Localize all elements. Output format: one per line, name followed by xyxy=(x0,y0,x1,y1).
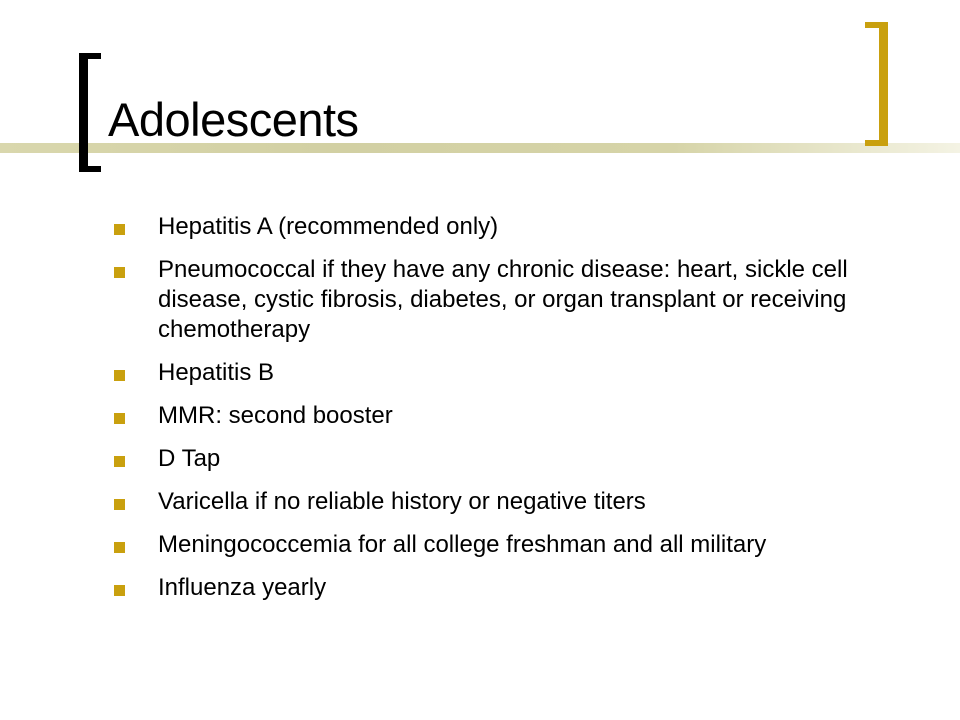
bullet-text: Hepatitis B xyxy=(158,359,275,386)
bullet-item xyxy=(110,401,870,431)
left-bracket-bar xyxy=(79,53,88,172)
bullet-item xyxy=(110,530,870,560)
left-bracket-top xyxy=(79,53,101,59)
bullet-square-icon xyxy=(114,224,125,235)
left-bracket-bottom xyxy=(79,166,101,172)
bullet-square-icon xyxy=(114,370,125,381)
bullet-square-icon xyxy=(114,413,125,424)
right-bracket-top xyxy=(865,22,888,28)
bullet-item xyxy=(110,573,870,603)
bullet-square-icon xyxy=(114,499,125,510)
bullet-item xyxy=(110,444,870,474)
bullet-square-icon xyxy=(114,267,125,278)
bullet-square-icon xyxy=(114,456,125,467)
bullet-text: Pneumococcal if they have any chronic disease: heart, sickle cell disease, cystic fibrosis, diabetes, or organ transplant or receiving chemotherapy xyxy=(158,256,848,343)
bullet-square-icon xyxy=(114,542,125,553)
bullet-item xyxy=(110,358,870,388)
right-bracket-bottom xyxy=(865,140,888,146)
bullet-item xyxy=(110,487,870,517)
bullet-text: MMR: second booster xyxy=(158,402,393,429)
bullet-item xyxy=(110,255,870,345)
bullet-item xyxy=(110,212,870,242)
bullet-text: Varicella if no reliable history or negative titers xyxy=(158,488,646,515)
slide-title: Adolescents xyxy=(108,93,359,146)
bullet-square-icon xyxy=(114,585,125,596)
bullet-text: D Tap xyxy=(158,445,221,472)
bullet-text: Influenza yearly xyxy=(158,574,327,601)
right-bracket-bar xyxy=(879,22,888,146)
bullet-list xyxy=(110,212,870,616)
bullet-text: Meningococcemia for all college freshman and all military xyxy=(158,531,767,558)
bullet-text: Hepatitis A (recommended only) xyxy=(158,213,499,240)
